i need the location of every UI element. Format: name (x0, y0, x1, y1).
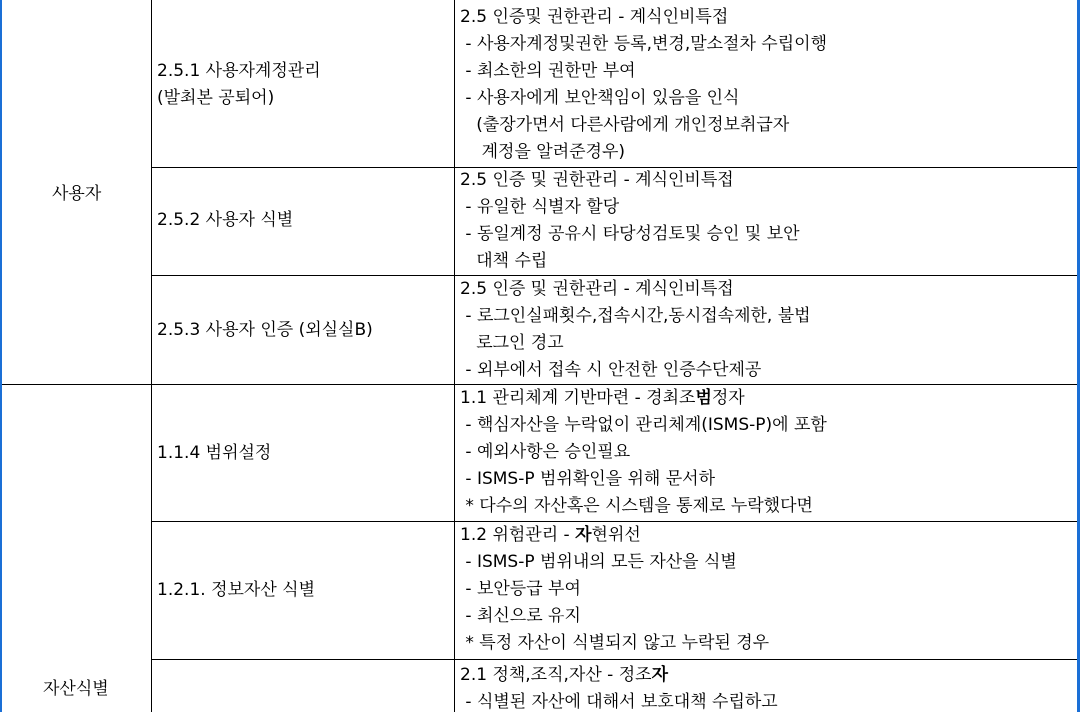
description-line: (출장가면서 다른사람에게 개인정보취급자 (460, 115, 790, 135)
description-cell (460, 522, 769, 657)
item-label: 2.5.1 사용자계정관리 (157, 61, 321, 81)
description-line: - 유일한 식별자 할당 (460, 197, 620, 217)
description-line: - 핵심자산을 누락없이 관리체계(ISMS-P)에 포함 (460, 415, 827, 435)
description-cell (460, 167, 800, 275)
description-cell (460, 662, 778, 716)
description-line: 1.2 위험관리 - 자현위선 (460, 525, 641, 545)
item-label: 2.5.3 사용자 인증 (외실실B) (157, 320, 373, 340)
description-line: 2.5 인증 및 권한관리 - 계식인비특접 (460, 170, 734, 190)
description-line: 2.5 인증 및 권한관리 - 계식인비특접 (460, 279, 734, 299)
description-line: - 사용자에게 보안책임이 있음을 인식 (460, 88, 740, 108)
column-divider-1 (151, 0, 152, 712)
description-line: - ISMS-P 범위내의 모든 자산을 식별 (460, 552, 737, 572)
item-label: 1.2.1. 정보자산 식별 (157, 580, 315, 600)
description-line: - 사용자계정및권한 등록,변경,말소절차 수립이행 (460, 34, 827, 54)
description-line: * 다수의 자산혹은 시스템을 통제로 누락했다면 (460, 496, 813, 516)
item-cell (157, 440, 271, 467)
description-line: - 식별된 자산에 대해서 보호대책 수립하고 (460, 692, 778, 712)
description-cell (460, 385, 827, 520)
category-cell-user: 사용자 (52, 184, 102, 204)
description-line: - ISMS-P 범위확인을 위해 문서하 (460, 469, 716, 489)
item-cell (157, 317, 373, 344)
category-cell-asset: 자산식별 (43, 679, 109, 699)
item-cell (157, 58, 321, 112)
item-cell (157, 577, 315, 604)
column-divider-2 (454, 0, 455, 712)
description-line: 1.1 관리체계 기반마련 - 경최조범정자 (460, 388, 745, 408)
item-sublabel: (발최본 공퇴어) (157, 88, 275, 108)
row-divider (151, 659, 1077, 660)
description-cell (460, 4, 827, 166)
window-frame-left (0, 0, 2, 712)
description-line: 2.1 정책,조직,자산 - 정조자 (460, 665, 669, 685)
item-cell (157, 207, 293, 234)
description-line: - 보안등급 부여 (460, 579, 581, 599)
description-line: - 동일계정 공유시 타당성검토및 승인 및 보안 (460, 224, 800, 244)
emphasis-char: 자 (651, 665, 669, 685)
description-line: 대책 수립 (460, 251, 548, 271)
description-line: 계정을 알려준경우) (460, 142, 626, 162)
item-label: 2.5.2 사용자 식별 (157, 210, 294, 230)
emphasis-char: 자 (575, 525, 592, 545)
description-line: - 로그인실패횟수,접속시간,동시접속제한, 불법 (460, 306, 811, 326)
emphasis-char: 범 (695, 388, 712, 408)
description-line: 로그인 경고 (460, 333, 564, 353)
description-line: * 특정 자산이 식별되지 않고 누락된 경우 (460, 633, 770, 653)
description-line: 2.5 인증및 권한관리 - 계식인비특접 (460, 7, 729, 27)
description-line: - 외부에서 접속 시 안전한 인증수단제공 (460, 360, 762, 380)
description-line: - 최신으로 유지 (460, 606, 581, 626)
description-line: - 예외사항은 승인필요 (460, 442, 631, 462)
description-cell (460, 276, 811, 384)
item-label: 1.1.4 범위설정 (157, 443, 272, 463)
description-line: - 최소한의 권한만 부여 (460, 61, 636, 81)
